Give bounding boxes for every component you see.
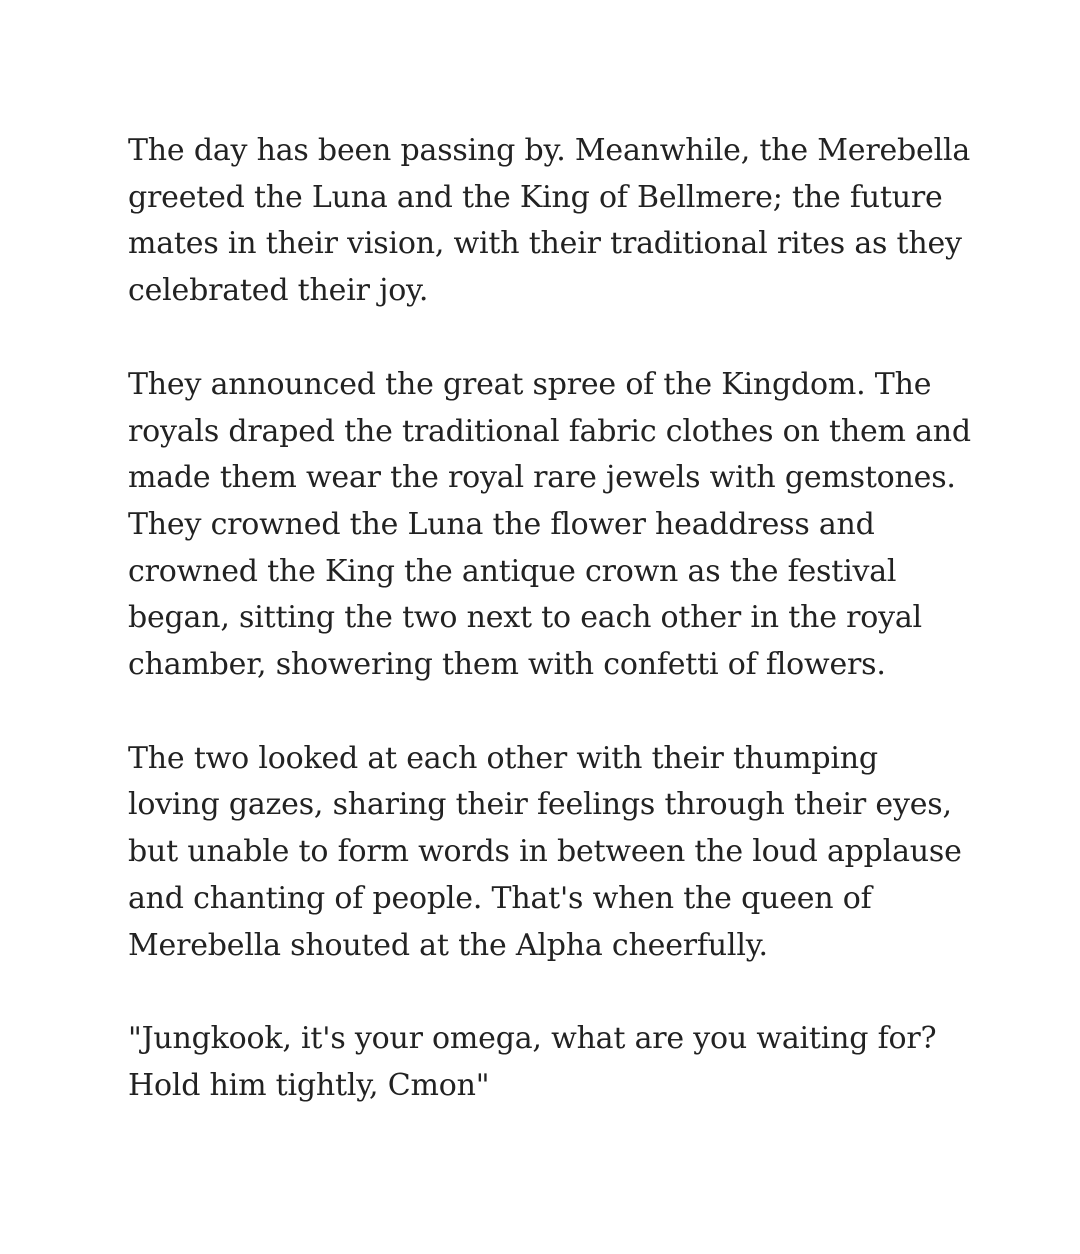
text-line: The two looked at each other with their thumping xyxy=(128,740,878,776)
text-line: made them wear the royal rare jewels with gemstones. xyxy=(128,460,956,496)
text-line: mates in their vision, with their traditional rites as they xyxy=(128,226,962,262)
story-text xyxy=(128,128,971,1157)
paragraph-4 xyxy=(128,1016,968,1109)
paragraph-1 xyxy=(128,128,971,315)
text-line: and chanting of people. That's when the queen of xyxy=(128,880,872,916)
text-line: chamber, showering them with confetti of flowers. xyxy=(128,647,886,683)
paragraph-3 xyxy=(128,736,968,970)
text-line: royals draped the traditional fabric clothes on them and xyxy=(128,413,971,449)
text-line: greeted the Luna and the King of Bellmere; the future xyxy=(128,179,943,215)
text-line: celebrated their joy. xyxy=(128,273,429,309)
text-line: loving gazes, sharing their feelings through their eyes, xyxy=(128,787,952,823)
text-line: "Jungkook, it's your omega, what are you waiting for? xyxy=(128,1021,937,1057)
text-line: They announced the great spree of the Kingdom. The xyxy=(128,366,932,402)
text-line: but unable to form words in between the loud applause xyxy=(128,834,962,870)
text-line: Merebella shouted at the Alpha cheerfully. xyxy=(128,927,768,963)
paragraph-2 xyxy=(128,362,971,689)
text-line: crowned the King the antique crown as the festival xyxy=(128,553,897,589)
text-line: Hold him tightly, Cmon" xyxy=(128,1067,490,1103)
text-line: The day has been passing by. Meanwhile, the Merebella xyxy=(128,133,971,168)
text-line: They crowned the Luna the flower headdress and xyxy=(128,506,875,542)
text-line: began, sitting the two next to each other in the royal xyxy=(128,600,922,636)
